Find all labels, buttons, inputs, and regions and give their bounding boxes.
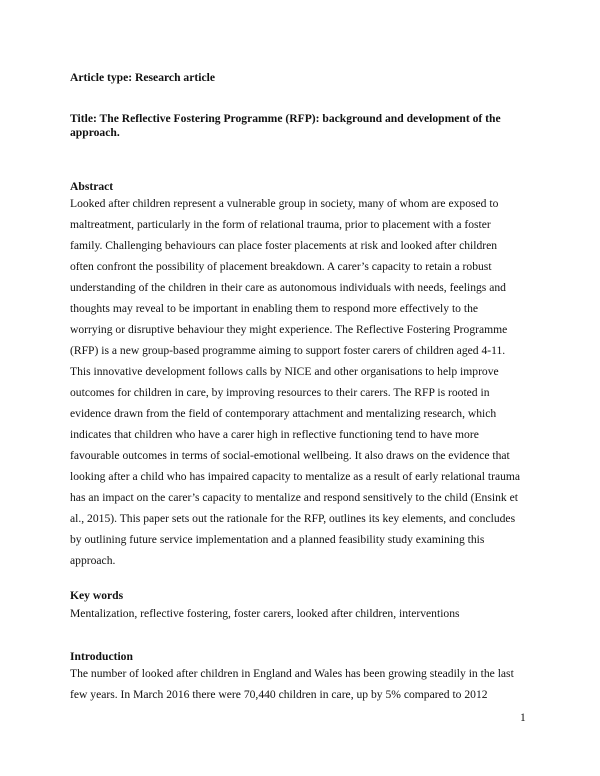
abstract-line: thoughts may reveal to be important in enabling them to respond more effectively to the <box>70 302 479 315</box>
abstract-line: often confront the possibility of placement breakdown. A carer’s capacity to retain a robust <box>70 260 492 273</box>
introduction-heading: Introduction <box>70 650 133 663</box>
abstract-line: by outlining future service implementation and a planned feasibility study examining this <box>70 533 485 546</box>
abstract-line: worrying or disruptive behaviour they might experience. The Reflective Fostering Programme <box>70 323 508 336</box>
keywords-heading: Key words <box>70 589 124 602</box>
introduction-line: The number of looked after children in England and Wales has been growing steadily in the last <box>70 667 514 680</box>
abstract-line: evidence drawn from the field of contemporary attachment and mentalizing research, which <box>70 407 497 420</box>
abstract-line: maltreatment, particularly in the form of relational trauma, prior to placement with a foster <box>70 218 491 231</box>
keywords-text: Mentalization, reflective fostering, foster carers, looked after children, interventions <box>70 607 460 620</box>
abstract-line: favourable outcomes in terms of social-emotional wellbeing. It also draws on the evidence that <box>70 449 510 462</box>
introduction-body <box>70 663 530 705</box>
abstract-line: looking after a child who has impaired capacity to mentalize as a result of early relational trauma <box>70 470 521 483</box>
abstract-line: family. Challenging behaviours can place foster placements at risk and looked after children <box>70 239 498 252</box>
abstract-line: outcomes for children in care, by improving resources to their carers. The RFP is rooted in <box>70 386 490 399</box>
abstract-line: (RFP) is a new group-based programme aiming to support foster carers of children aged 4-11. <box>70 344 506 357</box>
article-type: Article type: Research article <box>70 71 215 84</box>
abstract-line: understanding of the children in their care as autonomous individuals with needs, feelings and <box>70 281 506 294</box>
title-line-1: Title: The Reflective Fostering Programme (RFP): background and development of the <box>70 112 501 125</box>
abstract-line: al., 2015). This paper sets out the rationale for the RFP, outlines its key elements, and concludes <box>70 512 516 525</box>
title-line-2: approach. <box>70 126 120 139</box>
abstract-line: indicates that children who have a carer high in reflective functioning tend to have more <box>70 428 479 441</box>
abstract-body <box>70 193 530 571</box>
abstract-line: approach. <box>70 554 116 567</box>
page-number: 1 <box>520 711 526 724</box>
abstract-line: This innovative development follows calls by NICE and other organisations to help improve <box>70 365 499 378</box>
abstract-line: has an impact on the carer’s capacity to mentalize and respond sensitively to the child (Ensink et <box>70 491 518 504</box>
introduction-line: few years. In March 2016 there were 70,440 children in care, up by 5% compared to 2012 <box>70 688 488 701</box>
abstract-line: Looked after children represent a vulnerable group in society, many of whom are exposed to <box>70 197 499 210</box>
abstract-heading: Abstract <box>70 180 114 193</box>
